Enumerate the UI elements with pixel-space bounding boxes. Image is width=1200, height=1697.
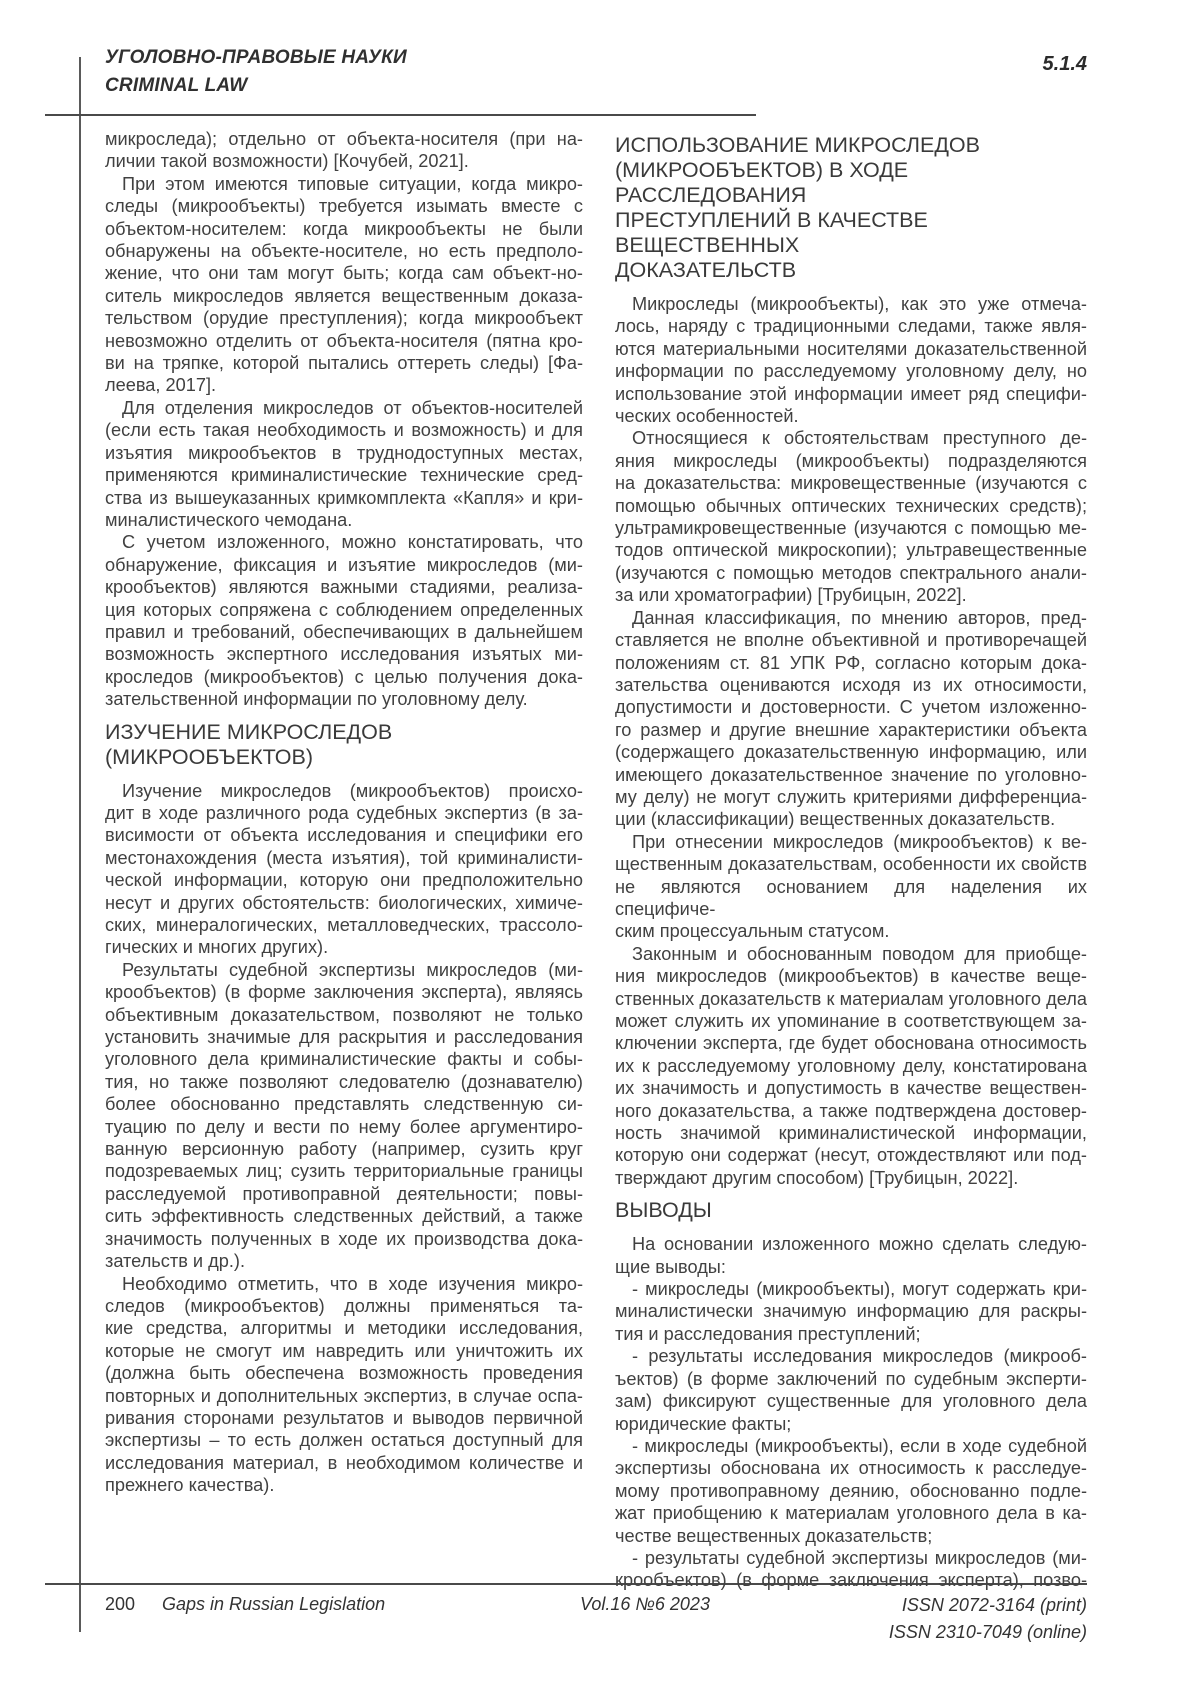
paragraph bbox=[615, 831, 1087, 943]
heading-line: ДОКАЗАТЕЛЬСТВ bbox=[615, 258, 797, 282]
text-line: жение, что они там могут быть; когда сам объект-но- bbox=[105, 263, 583, 284]
text-line: туацию по делу и вести по нему более аргументиро- bbox=[105, 1116, 583, 1137]
text-line: миналистического чемодана. bbox=[105, 509, 353, 530]
text-line: ванную версионную работу (например, сузить круг bbox=[105, 1139, 583, 1160]
paragraph bbox=[615, 427, 1087, 606]
article-body bbox=[105, 128, 1087, 1592]
text-line: тия, но также позволяют следователю (дознавателю) bbox=[105, 1071, 583, 1092]
header-rule bbox=[45, 114, 756, 116]
text-line: зательств и др.). bbox=[105, 1251, 246, 1272]
text-line: Законным и обоснованным поводом для приобще- bbox=[632, 943, 1087, 964]
text-line: которые не смогут им навредить или уничтожить их bbox=[105, 1340, 583, 1361]
heading-line: ПРЕСТУПЛЕНИЙ В КАЧЕСТВЕ ВЕЩЕСТВЕННЫХ bbox=[615, 208, 928, 257]
text-line: экспертизы обоснована их относимость к расследуе- bbox=[615, 1458, 1087, 1479]
rubric-en: CRIMINAL LAW bbox=[105, 75, 248, 96]
text-line: их значимость и допустимость в качестве веществен- bbox=[615, 1078, 1087, 1099]
text-line: ность значимой криминалистической информации, bbox=[615, 1123, 1087, 1144]
text-line: объективным доказательством, позволяют не только bbox=[105, 1004, 583, 1025]
text-line: жат приобщению к материалам уголовного дела в ка- bbox=[615, 1503, 1087, 1524]
paragraph bbox=[615, 1278, 1087, 1345]
paragraph bbox=[615, 607, 1087, 831]
text-line: подозреваемых лиц; сузить территориальные границы bbox=[105, 1161, 583, 1182]
paragraph bbox=[105, 173, 583, 397]
text-line: может служить их упоминание в соответствующем за- bbox=[615, 1011, 1087, 1031]
text-line: правил и требований, обеспечивающих в дальнейшем bbox=[105, 621, 583, 642]
section-heading bbox=[615, 133, 1087, 283]
paragraph bbox=[105, 128, 583, 173]
text-line: На основании изложенного можно сделать следую- bbox=[632, 1234, 1087, 1255]
text-line: мому противоправному деянию, обоснованно подле- bbox=[615, 1480, 1087, 1501]
text-line: ривания сторонами результатов и выводов первичной bbox=[105, 1407, 583, 1428]
text-line: ция которых сопряжена с соблюдением определенных bbox=[105, 599, 583, 620]
text-line: повторных и дополнительных экспертиз, в случае оспа- bbox=[105, 1385, 583, 1406]
text-line: (содержащего доказательственную информацию, или bbox=[615, 742, 1087, 763]
text-line: установить значимые для раскрытия и расследования bbox=[105, 1027, 583, 1048]
issn-print: ISSN 2072-3164 (print) bbox=[901, 1595, 1087, 1615]
text-line: ключении эксперта, где будет обоснована относимость bbox=[615, 1033, 1087, 1054]
text-line: При этом имеются типовые ситуации, когда микро- bbox=[122, 173, 583, 194]
text-line: объектом-носителем: когда микрообъекты не были bbox=[105, 218, 583, 239]
text-line: Результаты судебной экспертизы микроследов (ми- bbox=[122, 959, 583, 980]
text-line: Данная классификация, по мнению авторов, пред- bbox=[632, 607, 1087, 628]
text-line: Изучение микроследов (микрообъектов) происхо- bbox=[122, 780, 583, 801]
text-line: лось, наряду с традиционными следами, также явля- bbox=[615, 316, 1087, 337]
text-line: му делу) не могут служить критериями дифференциа- bbox=[615, 786, 1087, 807]
text-line: дит в ходе различного рода судебных экспертиз (в за- bbox=[105, 802, 583, 823]
text-line: ским процессуальным статусом. bbox=[615, 921, 890, 942]
text-line: сить эффективность следственных действий, а также bbox=[105, 1206, 583, 1227]
text-line: - микроследы (микрообъекты), могут содержать кри- bbox=[632, 1279, 1087, 1300]
text-line: Микроследы (микрообъекты), как это уже отмеча- bbox=[632, 294, 1087, 314]
text-line: экспертизы – то есть должен остаться доступный для bbox=[105, 1430, 583, 1451]
text-line: тия и расследования преступлений; bbox=[615, 1323, 921, 1344]
text-line: ния микроследов (микрообъектов) в качестве веще- bbox=[615, 966, 1087, 987]
text-line: кие средства, алгоритмы и методики исследования, bbox=[105, 1318, 583, 1339]
text-line: (должна быть обеспечена возможность проведения bbox=[105, 1363, 583, 1384]
text-line: ъектов) (в форме заключений по судебным эксперти- bbox=[615, 1368, 1087, 1389]
paragraph bbox=[105, 780, 583, 959]
text-line: Для отделения микроследов от объектов-носителей bbox=[122, 397, 583, 418]
heading-line: (МИКРООБЪЕКТОВ) В ХОДЕ РАССЛЕДОВАНИЯ bbox=[615, 158, 909, 207]
section-heading bbox=[105, 720, 583, 770]
text-line: тельством (орудие преступления); когда микрообъект bbox=[105, 308, 583, 329]
text-line: не являются основанием для наделения их специфиче- bbox=[615, 876, 1087, 919]
text-line: Относящиеся к обстоятельствам преступного де- bbox=[632, 428, 1087, 449]
paragraph bbox=[105, 959, 583, 1273]
text-line: крообъектов) (в форме заключения эксперта), позво- bbox=[615, 1570, 1087, 1591]
text-line: ственных доказательств к материалам уголовного дела bbox=[615, 988, 1087, 1009]
text-line: зам) фиксируют существенные для уголовного дела bbox=[615, 1391, 1087, 1412]
text-line: ции (классификации) вещественных доказательств. bbox=[615, 809, 1056, 830]
paragraph bbox=[105, 397, 583, 531]
text-line: честве вещественных доказательств; bbox=[615, 1525, 933, 1546]
text-line: возможность экспертного исследования изъятых ми- bbox=[105, 644, 583, 665]
text-line: леева, 2017]. bbox=[105, 375, 217, 396]
text-line: имеющего доказательственное значение по уголовно- bbox=[615, 764, 1087, 785]
journal-title: Gaps in Russian Legislation bbox=[162, 1594, 386, 1614]
heading-line: ВЫВОДЫ bbox=[615, 1198, 712, 1223]
text-line: - микроследы (микрообъекты), если в ходе судебной bbox=[632, 1435, 1087, 1456]
page-header bbox=[105, 44, 407, 100]
heading-line: (МИКРООБЪЕКТОВ) bbox=[105, 744, 314, 769]
heading-line: ИЗУЧЕНИЕ МИКРОСЛЕДОВ bbox=[105, 719, 393, 744]
text-line: следов (микрообъектов) должны применяться та- bbox=[105, 1295, 583, 1316]
paragraph bbox=[105, 531, 583, 710]
text-line: С учетом изложенного, можно констатировать, что bbox=[122, 532, 583, 553]
text-line: микроследа); отдельно от объекта-носителя (при на- bbox=[105, 129, 583, 149]
text-line: тодов оптической микроскопии); ультравещественные bbox=[615, 540, 1087, 561]
text-line: информации по расследуемому уголовному делу, но bbox=[615, 361, 1087, 382]
heading-line: ИСПОЛЬЗОВАНИЕ МИКРОСЛЕДОВ bbox=[615, 133, 980, 157]
rubric-ru: УГОЛОВНО-ПРАВОВЫЕ НАУКИ bbox=[105, 47, 407, 68]
text-line: их к расследуемому уголовному делу, констатирована bbox=[615, 1055, 1087, 1076]
text-line: юридические факты; bbox=[615, 1413, 792, 1434]
text-line: яния микроследы (микрообъекты) подразделяются bbox=[615, 450, 1087, 471]
paragraph bbox=[615, 1547, 1087, 1592]
issn-block bbox=[889, 1592, 1087, 1646]
text-line: на доказательства: микровещественные (изучаются с bbox=[615, 473, 1087, 494]
text-line: го размер и другие внешние характеристики объекта bbox=[615, 719, 1087, 740]
text-line: помощью обычных оптических технических средств); bbox=[615, 495, 1087, 516]
text-line: При отнесении микроследов (микрообъектов) к ве- bbox=[632, 831, 1087, 852]
paragraph bbox=[615, 293, 1087, 427]
text-line: личии такой возможности) [Кочубей, 2021]. bbox=[105, 151, 469, 172]
text-line: обнаружены на объекте-носителе, но есть предполо- bbox=[105, 241, 583, 262]
text-line: уголовного дела криминалистические факты и собы- bbox=[105, 1049, 583, 1070]
text-line: ских, минералогических, металловедческих, трассоло- bbox=[105, 915, 583, 935]
text-line: более обоснованно представлять следственную си- bbox=[105, 1094, 583, 1115]
text-line: местонахождения (места изъятия), той криминалисти- bbox=[105, 847, 583, 868]
page-number: 200 bbox=[105, 1594, 136, 1614]
text-line: (если есть такая необходимость и возможность) и для bbox=[105, 420, 583, 441]
left-column bbox=[105, 128, 583, 1592]
text-line: использование этой информации имеет ряд специфи- bbox=[615, 383, 1087, 404]
text-line: ства из вышеуказанных кримкомплекта «Капля» и кри- bbox=[105, 487, 583, 508]
text-line: зательственной информации по уголовному делу. bbox=[105, 689, 528, 710]
text-line: ются материальными носителями доказательственной bbox=[615, 338, 1087, 359]
text-line: за или хроматографии) [Трубицын, 2022]. bbox=[615, 585, 967, 606]
text-line: щие выводы: bbox=[615, 1256, 726, 1277]
text-line: - результаты исследования микроследов (микрооб- bbox=[632, 1346, 1087, 1367]
text-line: невозможно отделить от объекта-носителя (пятна кро- bbox=[105, 330, 583, 351]
text-line: - результаты судебной экспертизы микроследов (ми- bbox=[632, 1547, 1087, 1568]
text-line: следы (микрообъекты) требуется изымать вместе с bbox=[105, 196, 583, 217]
paragraph bbox=[615, 1345, 1087, 1435]
text-line: допустимости и достоверности. С учетом изложенно- bbox=[615, 697, 1087, 718]
text-line: ви на тряпке, которой пытались оттереть следы) [Фа- bbox=[105, 353, 583, 374]
text-line: ного доказательства, а также подтверждена достовер- bbox=[615, 1100, 1087, 1121]
text-line: висимости от объекта исследования и специфики его bbox=[105, 825, 583, 846]
issn-online: ISSN 2310-7049 (online) bbox=[888, 1622, 1087, 1642]
text-line: положениям ст. 81 УПК РФ, согласно которым дока- bbox=[615, 652, 1087, 673]
left-margin-rule bbox=[79, 57, 81, 1632]
section-heading bbox=[615, 1198, 1087, 1223]
text-line: которую они содержат (несут, отождествляют или под- bbox=[615, 1145, 1087, 1166]
text-line: ческой информации, которую они предположительно bbox=[105, 870, 583, 891]
text-line: крообъектов) являются важными стадиями, реализа- bbox=[105, 577, 583, 598]
text-line: исследования материал, в необходимом количестве и bbox=[105, 1452, 583, 1473]
text-line: расследуемой противоправной деятельности; повы- bbox=[105, 1183, 583, 1204]
right-column bbox=[615, 128, 1087, 1592]
text-line: ситель микроследов является вещественным доказа- bbox=[105, 285, 583, 306]
text-line: обнаружение, фиксация и изъятие микроследов (ми- bbox=[105, 554, 583, 575]
text-line: Необходимо отметить, что в ходе изучения микро- bbox=[122, 1273, 583, 1294]
text-line: применяются криминалистические технические сред- bbox=[105, 465, 583, 486]
text-line: ставляется не вполне объективной и противоречащей bbox=[615, 630, 1087, 651]
paragraph bbox=[105, 1273, 583, 1497]
issue-info: Vol.16 №6 2023 bbox=[580, 1594, 710, 1614]
text-line: кроследов (микрообъектов) с целью получения дока- bbox=[105, 666, 583, 687]
text-line: изъятия микрообъектов в труднодоступных местах, bbox=[105, 442, 583, 463]
text-line: прежнего качества). bbox=[105, 1475, 275, 1496]
text-line: гических и многих других). bbox=[105, 937, 329, 958]
paragraph bbox=[615, 943, 1087, 1189]
text-line: значимость полученных в ходе их производства дока- bbox=[105, 1228, 583, 1249]
paragraph bbox=[615, 1435, 1087, 1547]
text-line: зательства оцениваются исходя из их относимости, bbox=[615, 674, 1087, 695]
text-line: ческих особенностей. bbox=[615, 406, 799, 427]
text-line: миналистически значимую информацию для раскры- bbox=[615, 1301, 1087, 1322]
text-line: крообъектов) (в форме заключения эксперта), являясь bbox=[105, 982, 583, 1003]
specialty-code: 5.1.4 bbox=[1042, 53, 1087, 75]
text-line: (изучаются с помощью методов спектрального анали- bbox=[615, 562, 1087, 583]
text-line: несут и других обстоятельств: биологических, химиче- bbox=[105, 892, 583, 913]
text-line: тверждают другим способом) [Трубицын, 2022]. bbox=[615, 1167, 1019, 1188]
text-line: щественным доказательствам, особенности их свойств bbox=[615, 854, 1087, 875]
paragraph bbox=[615, 1233, 1087, 1278]
text-line: ультрамикровещественные (изучаются с помощью ме- bbox=[615, 518, 1087, 539]
